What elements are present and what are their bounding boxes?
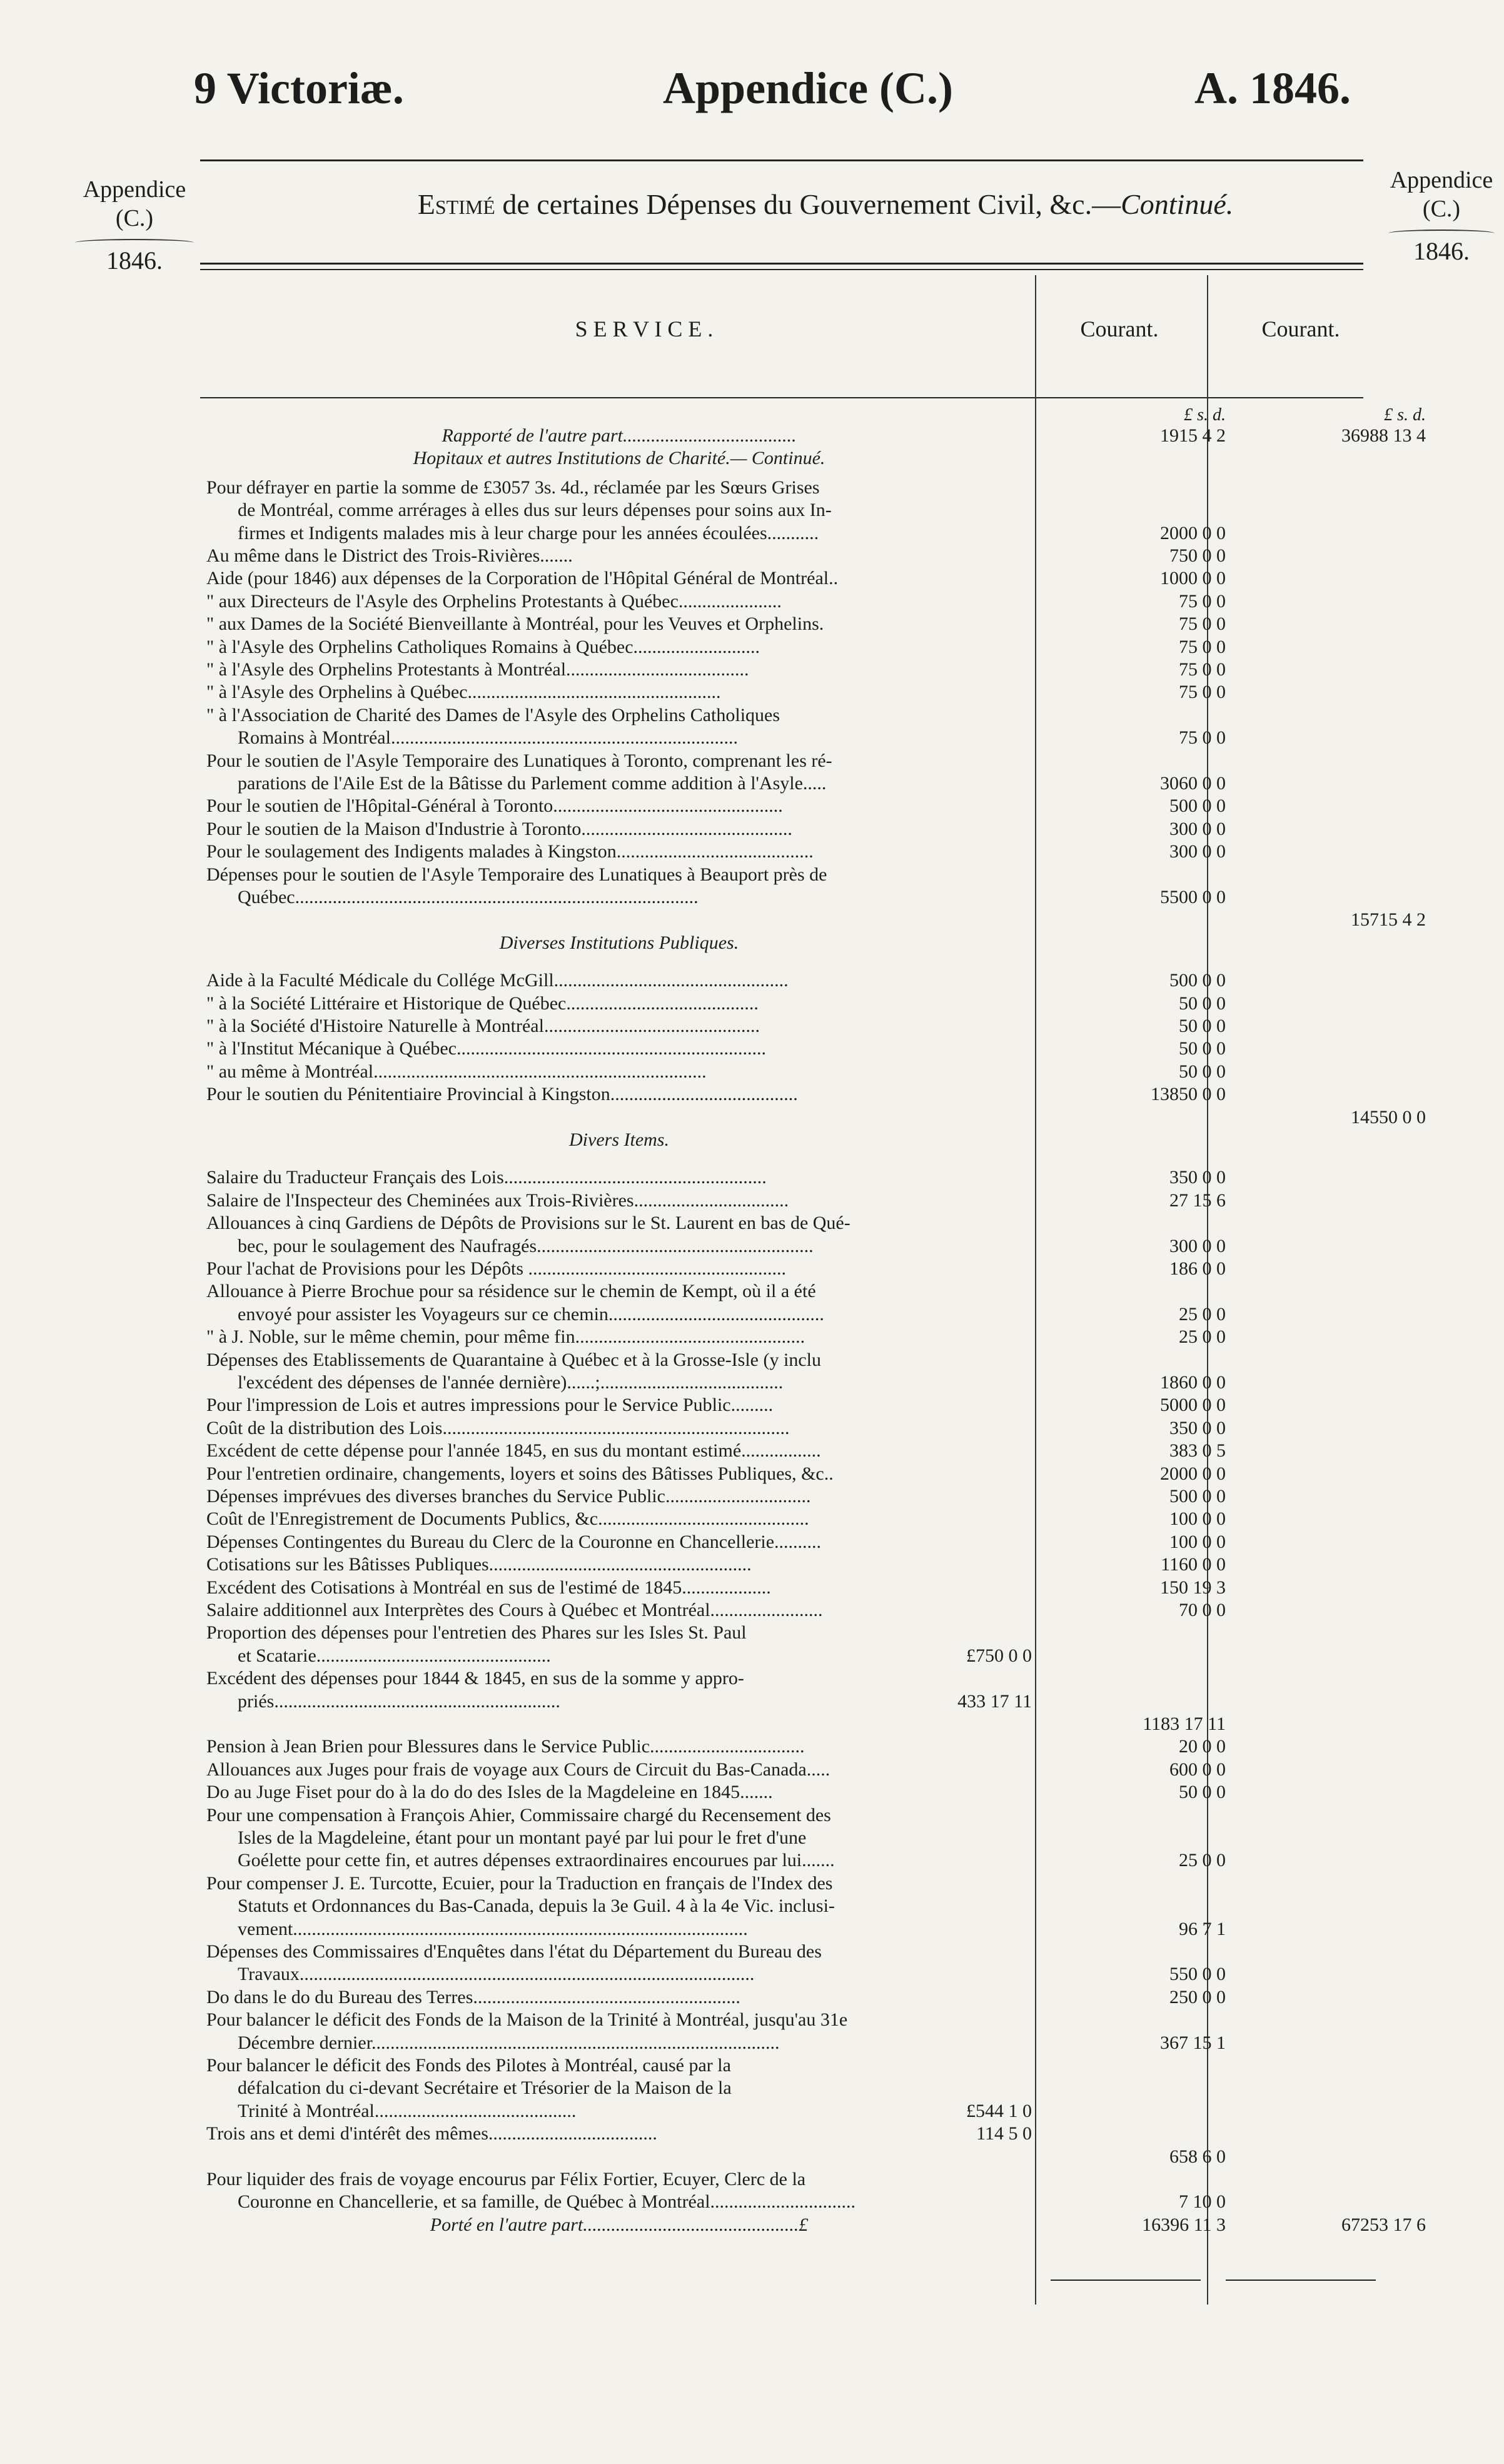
row-description: " au même à Montréal....................................................................... <box>206 1061 707 1082</box>
row-description: Excédent des dépenses pour 1844 & 1845, en sus de la somme y appro- <box>206 1668 744 1689</box>
table-row <box>206 1418 1395 1440</box>
row-description: Pour l'achat de Provisions pour les Dépôts ....................................................... <box>206 1258 787 1279</box>
column-header-service: S E R V I C E . <box>575 316 714 341</box>
table-row <box>206 1805 1395 1827</box>
row-amount-col1: 7 10 0 <box>1179 2191 1226 2213</box>
table-row <box>206 477 1395 500</box>
row-description: Salaire du Traducteur Français des Lois........................................................ <box>206 1167 767 1188</box>
row-amount-col1: 75 0 0 <box>1179 727 1226 749</box>
table-row <box>206 2009 1395 2032</box>
table-row <box>206 1827 1395 1850</box>
row-description: Couronne en Chancellerie, et sa famille, de Québec à Montréal............................... <box>238 2191 856 2213</box>
row-description: Pour défrayer en partie la somme de £3057 3s. 4d., réclamée par les Sœurs Grises <box>206 477 820 498</box>
row-amount-col1: 1183 17 11 <box>1143 1714 1226 1734</box>
row-description: envoyé pour assister les Voyageurs sur ce chemin.............................................. <box>238 1303 824 1325</box>
table-row <box>206 773 1395 795</box>
row-amount-col1: 13850 0 0 <box>1151 1084 1226 1105</box>
table-row <box>206 613 1395 636</box>
row-description: Coût de l'Enregistrement de Documents Publics, &c............................................. <box>206 1508 809 1530</box>
row-description: " à J. Noble, sur le même chemin, pour même fin................................................. <box>206 1326 805 1348</box>
table-row <box>206 1850 1395 1872</box>
table-row <box>206 1326 1395 1349</box>
top-rule <box>200 159 1363 161</box>
table-row <box>206 1691 1395 1714</box>
row-amount-col1: 350 0 0 <box>1169 1167 1226 1188</box>
row-description: Allouances aux Juges pour frais de voyage aux Cours de Circuit du Bas-Canada..... <box>206 1759 830 1780</box>
row-amount-col1: 300 0 0 <box>1169 841 1226 862</box>
row-description: Coût de la distribution des Lois.......................................................................... <box>206 1417 790 1438</box>
row-description: Do dans le do du Bureau des Terres......................................................... <box>206 1986 740 2007</box>
row-description: " à l'Asyle des Orphelins Catholiques Romains à Québec........................... <box>206 636 760 657</box>
table-row <box>206 841 1395 864</box>
row-amount-col1: 50 0 0 <box>1179 992 1226 1014</box>
row-amount-col1: 383 0 5 <box>1169 1440 1226 1462</box>
row-amount-col1: 600 0 0 <box>1169 1759 1226 1780</box>
caption-text: de certaines Dépenses du Gouvernement Civil, &c.— <box>495 188 1121 220</box>
caption-rule-2 <box>200 269 1363 270</box>
table-row <box>206 1106 1426 1129</box>
row-description: Décembre dernier....................................................................................... <box>238 2032 780 2053</box>
header-year: A. 1846. <box>1194 63 1351 113</box>
row-description: " à la Société d'Histoire Naturelle à Montréal.............................................. <box>206 1016 760 1036</box>
row-subamount: £750 0 0 <box>966 1645 1032 1666</box>
row-amount-col1: 1000 0 0 <box>1160 568 1226 589</box>
row-description: Dépenses imprévues des diverses branches du Service Public............................... <box>206 1486 811 1507</box>
table-row <box>206 1941 1395 1964</box>
table-row <box>206 425 1426 448</box>
header-appendix: Appendice (C.) <box>663 63 953 113</box>
row-description: Pension à Jean Brien pour Blessures dans le Service Public................................. <box>206 1736 805 1757</box>
table-row <box>206 2214 1426 2237</box>
table-row <box>206 637 1395 659</box>
row-amount-col1: 500 0 0 <box>1169 1486 1226 1507</box>
table-row <box>206 659 1395 682</box>
row-amount-col1: 75 0 0 <box>1179 636 1226 657</box>
row-description: " à l'Institut Mécanique à Québec.................................................................. <box>206 1038 767 1059</box>
row-subamount: 433 17 11 <box>957 1690 1032 1712</box>
table-row <box>206 1668 1395 1690</box>
side-note-left-appendix: (C.) <box>115 205 154 231</box>
table-row <box>206 909 1426 932</box>
table-row <box>206 1463 1395 1486</box>
row-description: Allouance à Pierre Brochue pour sa résidence sur le chemin de Kempt, où il a été <box>206 1281 816 1302</box>
table-row <box>206 2032 1395 2055</box>
row-amount-col2: 14550 0 0 <box>1351 1106 1426 1128</box>
units-col2: £ s. d. <box>1384 405 1426 425</box>
table-row <box>206 1129 1395 1152</box>
table-row <box>206 970 1395 992</box>
row-description: Diverses Institutions Publiques. <box>499 932 739 953</box>
row-description: " à l'Association de Charité des Dames de l'Asyle des Orphelins Catholiques <box>206 704 780 725</box>
row-amount-col1: 75 0 0 <box>1179 659 1226 680</box>
row-subamount: £544 1 0 <box>966 2100 1032 2121</box>
table-row <box>206 1714 1395 1736</box>
table-row <box>206 1600 1395 1622</box>
row-description: Pour une compensation à François Ahier, Commissaire chargé du Recensement des <box>206 1804 831 1825</box>
side-note-right-label: Appendice <box>1390 167 1493 193</box>
row-description: Allouances à cinq Gardiens de Dépôts de Provisions sur le St. Laurent en bas de Qué- <box>206 1213 850 1234</box>
table-row <box>206 1987 1395 2009</box>
table-row <box>206 705 1395 727</box>
table-row <box>206 591 1395 613</box>
row-amount-col1: 50 0 0 <box>1179 1016 1226 1036</box>
table-row <box>206 1873 1395 1896</box>
row-description: Proportion des dépenses pour l'entretien des Phares sur les Isles St. Paul <box>206 1622 747 1644</box>
row-description: Dépenses Contingentes du Bureau du Clerc de la Couronne en Chancellerie.......... <box>206 1531 822 1552</box>
row-amount-col1: 75 0 0 <box>1179 682 1226 703</box>
row-amount-col1: 550 0 0 <box>1169 1964 1226 1985</box>
table-row <box>206 887 1395 909</box>
row-amount-col1: 25 0 0 <box>1179 1303 1226 1325</box>
table-row <box>206 795 1395 818</box>
row-description: Trois ans et demi d'intérêt des mêmes.................................... <box>206 2123 657 2144</box>
caption-rule-1 <box>200 263 1363 265</box>
row-amount-col1: 2000 0 0 <box>1160 1463 1226 1484</box>
row-amount-col1: 300 0 0 <box>1169 818 1226 839</box>
row-description: Hopitaux et autres Institutions de Charité.— Continué. <box>413 448 825 469</box>
row-amount-col1: 70 0 0 <box>1179 1600 1226 1620</box>
row-description: Pour le soutien du Pénitentiaire Provincial à Kingston........................................ <box>206 1084 798 1105</box>
units-col1: £ s. d. <box>1184 405 1226 425</box>
table-row <box>206 1061 1395 1084</box>
table-row <box>206 932 1395 955</box>
row-amount-col1: 75 0 0 <box>1179 590 1226 612</box>
row-description: firmes et Indigents malades mis à leur charge pour les années écoulées........... <box>238 522 819 543</box>
row-amount-col1: 300 0 0 <box>1169 1235 1226 1256</box>
row-description: Pour compenser J. E. Turcotte, Ecuier, pour la Traduction en français de l'Index des <box>206 1872 833 1894</box>
row-description: " à l'Asyle des Orphelins Protestants à Montréal....................................... <box>206 659 749 680</box>
table-row <box>206 1440 1395 1463</box>
table-row <box>206 1759 1395 1782</box>
row-amount-col1: 50 0 0 <box>1179 1782 1226 1803</box>
table-row <box>206 1896 1395 1918</box>
row-description: défalcation du ci-devant Secrétaire et Trésorier de la Maison de la <box>238 2078 732 2099</box>
row-amount-col1: 100 0 0 <box>1169 1508 1226 1530</box>
table-row <box>206 2078 1395 2100</box>
side-note-right-appendix: (C.) <box>1422 196 1461 222</box>
row-amount-col2: 15715 4 2 <box>1351 909 1426 931</box>
row-amount-col1: 250 0 0 <box>1169 1986 1226 2007</box>
column-header-courant-2: Courant. <box>1261 316 1340 341</box>
table-row <box>206 1736 1395 1759</box>
row-description: Isles de la Magdeleine, étant pour un montant payé par lui pour le fret d'une <box>238 1827 807 1848</box>
table-row <box>206 1486 1395 1508</box>
table-row <box>206 1258 1395 1281</box>
row-description: Do au Juge Fiset pour do à la do do des Isles de la Magdeleine en 1845....... <box>206 1782 773 1803</box>
row-description: Statuts et Ordonnances du Bas-Canada, depuis la 3e Guil. 4 à la 4e Vic. inclusi- <box>238 1896 835 1917</box>
table-row <box>206 1213 1395 1235</box>
row-description: Pour balancer le déficit des Fonds des Pilotes à Montréal, causé par la <box>206 2055 731 2076</box>
table-row <box>206 1281 1395 1303</box>
row-description: Pour le soulagement des Indigents malades à Kingston.......................................... <box>206 841 814 862</box>
table-row <box>206 1304 1395 1326</box>
row-description: Salaire de l'Inspecteur des Cheminées aux Trois-Rivières................................. <box>206 1189 789 1211</box>
row-amount-col1: 16396 11 3 <box>1142 2214 1226 2235</box>
table-row <box>206 1622 1395 1645</box>
caption-continued: Continué. <box>1121 188 1234 220</box>
row-amount-col1: 750 0 0 <box>1169 545 1226 566</box>
row-amount-col2: 36988 13 4 <box>1341 425 1426 446</box>
table-row <box>206 864 1395 887</box>
row-description: Dépenses pour le soutien de l'Asyle Temporaire des Lunatiques à Beauport près de <box>206 864 827 885</box>
row-description: Pour le soutien de l'Asyle Temporaire des Lunatiques à Toronto, comprenant les ré- <box>206 750 832 771</box>
table-row <box>206 1167 1395 1189</box>
row-amount-col1: 50 0 0 <box>1179 1038 1226 1059</box>
side-note-left-brace <box>75 239 194 246</box>
caption-estime: Estimé <box>417 188 495 220</box>
row-amount-col1: 1915 4 2 <box>1160 425 1226 446</box>
table-row <box>206 682 1395 704</box>
table-row <box>206 1372 1395 1395</box>
row-description: Dépenses des Etablissements de Quarantaine à Québec et à la Grosse-Isle (y inclu <box>206 1349 821 1370</box>
table-row <box>206 2169 1395 2191</box>
row-description: Porté en l'autre part..............................................£ <box>430 2214 809 2235</box>
table-row <box>206 1038 1395 1061</box>
header-volume: 9 Victoriæ. <box>194 63 404 113</box>
row-description: " aux Dames de la Société Bienveillante à Montréal, pour les Veuves et Orphelins. <box>206 613 824 635</box>
table-row <box>206 1577 1395 1600</box>
row-description: Québec...................................................................................... <box>238 887 699 907</box>
row-description: Salaire additionnel aux Interprètes des Cours à Québec et Montréal........................ <box>206 1600 823 1620</box>
row-description: de Montréal, comme arrérages à elles dus sur leurs dépenses pour soins aux In- <box>238 500 832 521</box>
row-amount-col1: 27 15 6 <box>1169 1189 1226 1211</box>
side-note-left-year: 1846. <box>106 246 163 275</box>
row-amount-col1: 658 6 0 <box>1169 2146 1226 2167</box>
row-description: et Scatarie.................................................. <box>238 1645 551 1666</box>
total-rule-col1 <box>1051 2280 1201 2281</box>
table-row <box>206 1236 1395 1258</box>
row-description: Dépenses des Commissaires d'Enquêtes dans l'état du Département du Bureau des <box>206 1941 822 1962</box>
row-amount-col1: 100 0 0 <box>1169 1531 1226 1552</box>
table-row <box>206 1554 1395 1577</box>
row-description: Pour l'entretien ordinaire, changements, loyers et soins des Bâtisses Publiques, &c.. <box>206 1463 834 1484</box>
table-row <box>206 568 1395 590</box>
row-amount-col1: 5000 0 0 <box>1160 1395 1226 1416</box>
row-amount-col2: 67253 17 6 <box>1341 2214 1426 2235</box>
table-row <box>206 1782 1395 1804</box>
row-amount-col1: 500 0 0 <box>1169 970 1226 991</box>
table-row <box>206 1964 1395 1986</box>
row-description: Romains à Montréal.......................................................................... <box>238 727 738 749</box>
table-row <box>206 2101 1395 2123</box>
row-amount-col1: 150 19 3 <box>1160 1577 1226 1598</box>
row-description: Divers Items. <box>569 1129 669 1150</box>
row-amount-col1: 3060 0 0 <box>1160 773 1226 794</box>
table-row <box>206 1350 1395 1372</box>
row-description: bec, pour le soulagement des Naufragés........................................................... <box>238 1235 814 1256</box>
table-row <box>206 1919 1395 1941</box>
row-amount-col1: 350 0 0 <box>1169 1417 1226 1438</box>
row-description: Pour le soutien de la Maison d'Industrie à Toronto............................................. <box>206 818 792 839</box>
side-note-right <box>1382 166 1501 266</box>
row-description: Pour l'impression de Lois et autres impressions pour le Service Public......... <box>206 1395 774 1416</box>
table-row <box>206 448 1395 470</box>
table-row <box>206 1395 1395 1417</box>
table-row <box>206 727 1395 750</box>
header-bottom-rule <box>200 397 1363 398</box>
row-amount-col1: 500 0 0 <box>1169 795 1226 817</box>
table-row <box>206 1508 1395 1531</box>
row-amount-col1: 25 0 0 <box>1179 1850 1226 1871</box>
row-description: vement................................................................................................. <box>238 1918 748 1939</box>
row-amount-col1: 75 0 0 <box>1179 613 1226 635</box>
row-description: priés............................................................. <box>238 1690 560 1712</box>
side-note-left-label: Appendice <box>83 176 186 203</box>
row-amount-col1: 50 0 0 <box>1179 1061 1226 1082</box>
row-description: " à la Société Littéraire et Historique de Québec......................................... <box>206 992 759 1014</box>
table-row <box>206 1645 1395 1668</box>
table-row <box>206 2146 1395 2169</box>
side-note-right-brace <box>1388 230 1495 237</box>
table-caption <box>325 188 1326 221</box>
row-description: l'excédent des dépenses de l'année dernière)......;....................................... <box>238 1372 784 1393</box>
row-amount-col1: 5500 0 0 <box>1160 887 1226 907</box>
row-description: Excédent des Cotisations à Montréal en sus de l'estimé de 1845................... <box>206 1577 771 1598</box>
row-amount-col1: 96 7 1 <box>1179 1918 1226 1939</box>
row-amount-col1: 186 0 0 <box>1169 1258 1226 1279</box>
table-row <box>206 750 1395 773</box>
row-description: Cotisations sur les Bâtisses Publiques........................................................ <box>206 1554 752 1575</box>
table-row <box>206 523 1395 545</box>
table-row <box>206 500 1395 522</box>
table-row <box>206 1084 1395 1106</box>
row-description: Pour liquider des frais de voyage encourus par Félix Fortier, Ecuyer, Clerc de la <box>206 2169 806 2189</box>
row-amount-col1: 1160 0 0 <box>1161 1554 1226 1575</box>
row-description: Aide à la Faculté Médicale du Collége McGill.................................................. <box>206 970 789 991</box>
row-subamount: 114 5 0 <box>976 2123 1032 2144</box>
table-row <box>206 545 1395 568</box>
side-note-left <box>69 175 200 275</box>
row-description: " aux Directeurs de l'Asyle des Orphelins Protestants à Québec...................... <box>206 590 782 612</box>
side-note-right-year: 1846. <box>1413 237 1470 265</box>
row-amount-col1: 2000 0 0 <box>1160 522 1226 543</box>
row-description: Excédent de cette dépense pour l'année 1845, en sus du montant estimé................. <box>206 1440 821 1462</box>
row-description: parations de l'Aile Est de la Bâtisse du Parlement comme addition à l'Asyle..... <box>238 773 827 794</box>
total-rule-col2 <box>1226 2280 1376 2281</box>
row-amount-col1: 25 0 0 <box>1179 1326 1226 1348</box>
row-amount-col1: 1860 0 0 <box>1160 1372 1226 1393</box>
row-description: Goélette pour cette fin, et autres dépenses extraordinaires encourues par lui....... <box>238 1850 835 1871</box>
row-description: Trinité à Montréal........................................... <box>238 2100 577 2121</box>
table-row <box>206 1532 1395 1554</box>
row-amount-col1: 367 15 1 <box>1160 2032 1226 2053</box>
table-row <box>206 993 1395 1016</box>
row-description: Au même dans le District des Trois-Rivières....... <box>206 545 573 566</box>
row-description: Aide (pour 1846) aux dépenses de la Corporation de l'Hôpital Général de Montréal.. <box>206 568 839 589</box>
row-description: Pour balancer le déficit des Fonds de la Maison de la Trinité à Montréal, jusqu'au 31e <box>206 2009 848 2031</box>
table-row <box>206 819 1395 841</box>
row-description: Travaux................................................................................................. <box>238 1964 755 1985</box>
row-amount-col1: 20 0 0 <box>1179 1736 1226 1757</box>
table-row <box>206 2123 1395 2146</box>
table-row <box>206 2191 1395 2214</box>
table-row <box>206 1016 1395 1038</box>
table-row <box>206 2055 1395 2078</box>
column-header-courant-1: Courant. <box>1080 316 1159 341</box>
row-description: Rapporté de l'autre part..................................... <box>442 425 797 446</box>
row-description: Pour le soutien de l'Hôpital-Général à Toronto................................................. <box>206 795 783 817</box>
row-description: " à l'Asyle des Orphelins à Québec...................................................... <box>206 682 721 703</box>
table-row <box>206 1190 1395 1213</box>
